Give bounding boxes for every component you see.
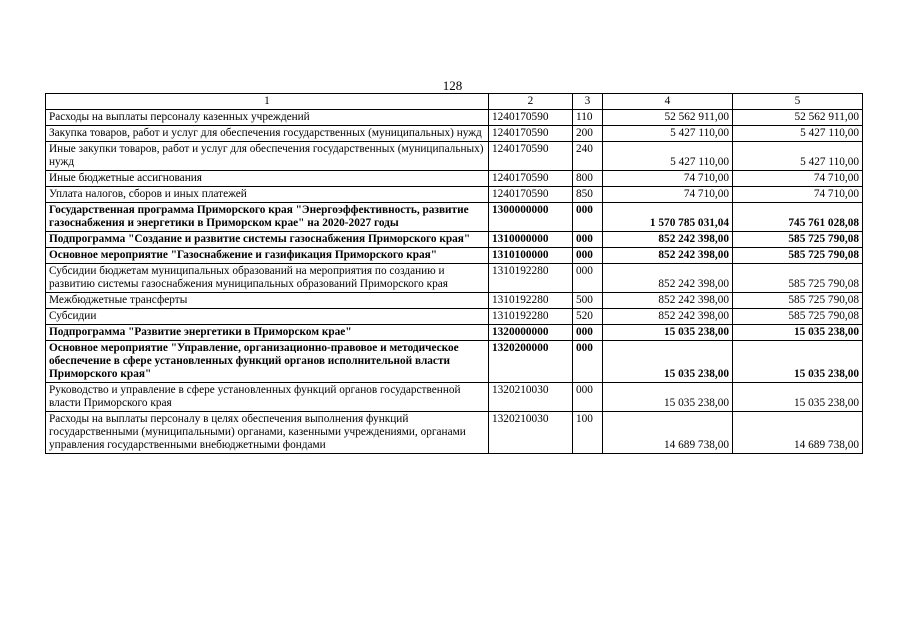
table-row [46,171,863,187]
row-sum1-cell: 15 035 238,00 [603,325,733,341]
row-code-cell: 1240170590 [489,187,573,203]
row-sum2-cell: 74 710,00 [733,187,863,203]
row-sum2-cell: 52 562 911,00 [733,110,863,126]
row-code-cell: 1310192280 [489,309,573,325]
row-sum1-cell: 5 427 110,00 [603,126,733,142]
row-vr-cell: 000 [573,264,603,293]
table-row [46,126,863,142]
budget-table [45,93,863,454]
row-sum2-cell: 745 761 028,08 [733,203,863,232]
row-code-cell: 1310100000 [489,248,573,264]
row-code-cell: 1320210030 [489,383,573,412]
row-sum2-cell: 585 725 790,08 [733,248,863,264]
row-sum1-cell: 5 427 110,00 [603,142,733,171]
row-code-cell: 1320000000 [489,325,573,341]
row-sum2-cell: 585 725 790,08 [733,309,863,325]
header-row [46,94,863,110]
row-name-cell: Расходы на выплаты персоналу в целях обеспечения выполнения функций государственными (муниципальными) органами, казенными учреждениями, органами управления государственными внебюджетными фондами [46,412,489,454]
row-vr-cell: 100 [573,412,603,454]
row-sum1-cell: 852 242 398,00 [603,264,733,293]
row-name-cell: Основное мероприятие "Газоснабжение и газификация Приморского края" [46,248,489,264]
row-code-cell: 1240170590 [489,110,573,126]
table-row [46,142,863,171]
table-row [46,264,863,293]
row-sum2-cell: 585 725 790,08 [733,232,863,248]
row-vr-cell: 000 [573,341,603,383]
row-sum2-cell: 14 689 738,00 [733,412,863,454]
row-sum2-cell: 585 725 790,08 [733,293,863,309]
row-vr-cell: 500 [573,293,603,309]
table-row [46,383,863,412]
table-row [46,187,863,203]
row-sum1-cell: 852 242 398,00 [603,309,733,325]
row-name-cell: Уплата налогов, сборов и иных платежей [46,187,489,203]
row-sum2-cell: 15 035 238,00 [733,341,863,383]
row-code-cell: 1240170590 [489,171,573,187]
row-name-cell: Основное мероприятие "Управление, организационно-правовое и методическое обеспечение в сфере установленных функций органов исполнительной власти Приморского края" [46,341,489,383]
column-header-sum1: 4 [603,94,733,110]
row-name-cell: Расходы на выплаты персоналу казенных учреждений [46,110,489,126]
row-name-cell: Государственная программа Приморского края "Энергоэффективность, развитие газоснабжения и энергетики в Приморском крае" на 2020-2027 годы [46,203,489,232]
row-name-cell: Закупка товаров, работ и услуг для обеспечения государственных (муниципальных) нужд [46,126,489,142]
row-name-cell: Подпрограмма "Создание и развитие системы газоснабжения Приморского края" [46,232,489,248]
row-sum2-cell: 15 035 238,00 [733,325,863,341]
row-sum1-cell: 1 570 785 031,04 [603,203,733,232]
row-sum1-cell: 52 562 911,00 [603,110,733,126]
row-name-cell: Подпрограмма "Развитие энергетики в Приморском крае" [46,325,489,341]
row-sum1-cell: 852 242 398,00 [603,232,733,248]
row-vr-cell: 240 [573,142,603,171]
row-name-cell: Иные закупки товаров, работ и услуг для обеспечения государственных (муниципальных) нужд [46,142,489,171]
row-name-cell: Межбюджетные трансферты [46,293,489,309]
row-sum1-cell: 852 242 398,00 [603,293,733,309]
row-vr-cell: 850 [573,187,603,203]
row-code-cell: 1310192280 [489,264,573,293]
row-sum2-cell: 5 427 110,00 [733,126,863,142]
row-name-cell: Иные бюджетные ассигнования [46,171,489,187]
row-sum1-cell: 15 035 238,00 [603,341,733,383]
column-header-name: 1 [46,94,489,110]
row-name-cell: Субсидии бюджетам муниципальных образований на мероприятия по созданию и развитию системы газоснабжения муниципальных образований Приморского края [46,264,489,293]
table-row [46,309,863,325]
row-name-cell: Субсидии [46,309,489,325]
table-row [46,203,863,232]
table-row [46,325,863,341]
row-sum1-cell: 14 689 738,00 [603,412,733,454]
row-code-cell: 1240170590 [489,142,573,171]
row-code-cell: 1300000000 [489,203,573,232]
row-vr-cell: 000 [573,203,603,232]
row-sum2-cell: 15 035 238,00 [733,383,863,412]
row-vr-cell: 520 [573,309,603,325]
table-row [46,110,863,126]
column-header-vr: 3 [573,94,603,110]
row-vr-cell: 000 [573,232,603,248]
table-row [46,248,863,264]
table-row [46,341,863,383]
row-sum1-cell: 15 035 238,00 [603,383,733,412]
row-sum1-cell: 74 710,00 [603,187,733,203]
page-number: 128 [442,78,463,93]
row-vr-cell: 000 [573,248,603,264]
row-code-cell: 1310192280 [489,293,573,309]
column-header-code: 2 [489,94,573,110]
row-code-cell: 1240170590 [489,126,573,142]
row-sum2-cell: 5 427 110,00 [733,142,863,171]
row-sum2-cell: 74 710,00 [733,171,863,187]
row-sum2-cell: 585 725 790,08 [733,264,863,293]
row-vr-cell: 000 [573,383,603,412]
row-sum1-cell: 852 242 398,00 [603,248,733,264]
row-code-cell: 1310000000 [489,232,573,248]
table-row [46,232,863,248]
column-header-sum2: 5 [733,94,863,110]
row-sum1-cell: 74 710,00 [603,171,733,187]
row-code-cell: 1320210030 [489,412,573,454]
row-name-cell: Руководство и управление в сфере установленных функций органов государственной власти Приморского края [46,383,489,412]
row-vr-cell: 800 [573,171,603,187]
row-vr-cell: 200 [573,126,603,142]
row-vr-cell: 000 [573,325,603,341]
table-row [46,293,863,309]
row-vr-cell: 110 [573,110,603,126]
row-code-cell: 1320200000 [489,341,573,383]
table-row [46,412,863,454]
